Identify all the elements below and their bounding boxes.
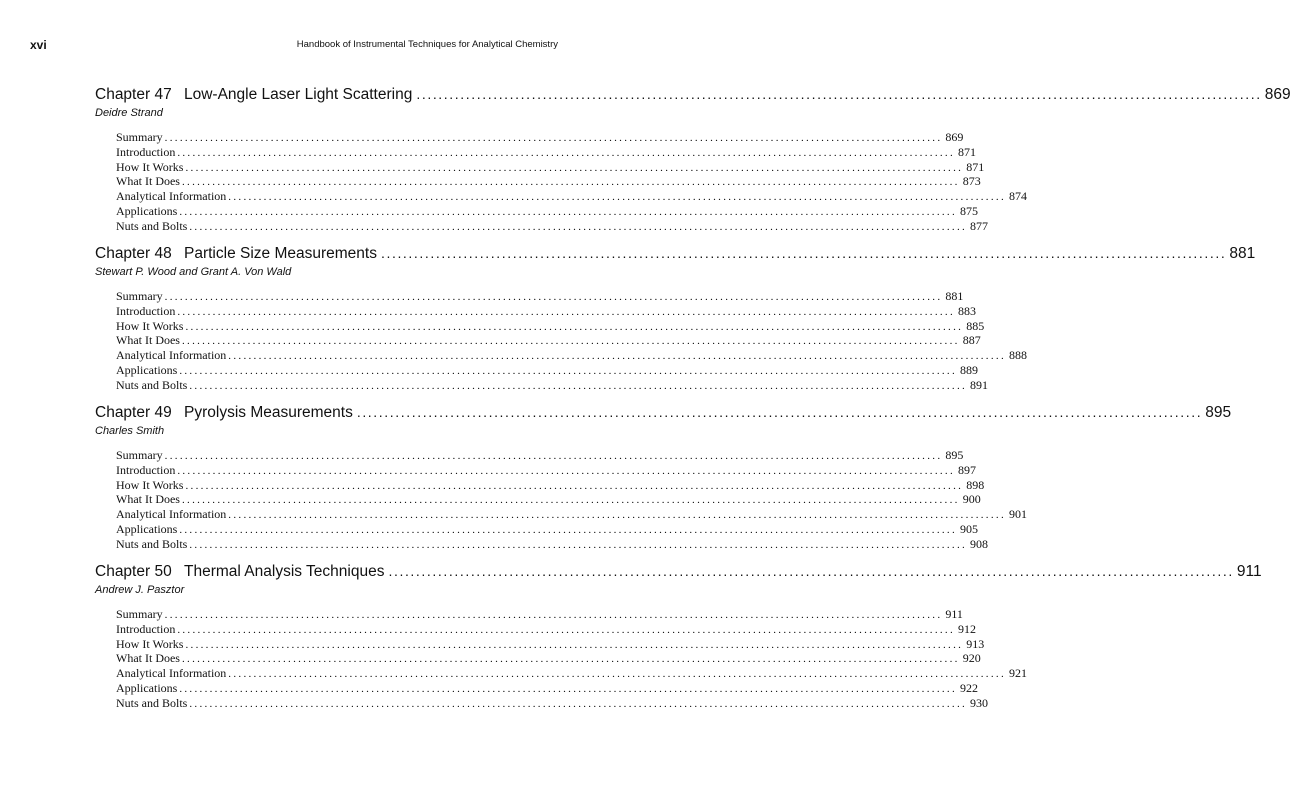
toc-entry[interactable] <box>116 362 979 378</box>
dot-leader: .......................................................................................................................................................... <box>177 623 956 636</box>
toc-entry[interactable] <box>116 636 985 652</box>
dot-leader: .......................................................................................................................................................... <box>177 305 956 318</box>
chapter-heading[interactable] <box>95 561 1262 581</box>
chapter-heading[interactable] <box>95 84 1291 104</box>
section-title: What It Does <box>116 492 180 507</box>
running-head <box>30 38 558 54</box>
dot-leader: .......................................................................................................................................................... <box>179 205 958 218</box>
toc-entry[interactable] <box>116 666 1027 681</box>
section-title: How It Works <box>116 318 184 333</box>
section-page-number: 897 <box>958 462 977 477</box>
dot-leader: .......................................................................................................................................................... <box>164 450 943 462</box>
section-title: Summary <box>116 607 163 621</box>
toc-entry[interactable] <box>116 144 977 160</box>
section-page-number: 921 <box>1009 666 1027 681</box>
section-list <box>116 607 1027 711</box>
section-page-number: 930 <box>970 695 989 710</box>
chapter-block <box>95 84 1291 243</box>
book-title: Handbook of Instrumental Techniques for Analytical Chemistry <box>296 39 558 50</box>
toc-entry[interactable] <box>116 189 1027 204</box>
dot-leader: .......................................................................................................................................................... <box>164 132 943 144</box>
chapter-block <box>95 561 1262 720</box>
section-title: How It Works <box>116 636 184 651</box>
chapter-block <box>95 402 1232 561</box>
section-page-number: 887 <box>962 333 981 348</box>
section-page-number: 895 <box>945 448 964 462</box>
dot-leader: .......................................................................................................................................................... <box>179 523 958 536</box>
toc-entry[interactable] <box>116 462 977 478</box>
chapter-title: Pyrolysis Measurements <box>184 404 353 421</box>
section-title: Summary <box>116 289 163 303</box>
toc-entry[interactable] <box>116 507 1027 522</box>
dot-leader: .......................................................................................................................................................... <box>185 161 964 174</box>
section-title: Applications <box>116 521 178 536</box>
dot-leader: .......................................................................................................................................................... <box>177 146 956 159</box>
toc-entry[interactable] <box>116 130 964 145</box>
section-title: Nuts and Bolts <box>116 377 188 392</box>
section-title: Nuts and Bolts <box>116 218 188 233</box>
section-title: Summary <box>116 448 163 462</box>
chapter-author: Charles Smith <box>95 425 165 437</box>
section-page-number: 885 <box>966 318 985 333</box>
section-title: Nuts and Bolts <box>116 536 188 551</box>
section-page-number: 901 <box>1009 507 1027 522</box>
dot-leader: .......................................................................................................................................................... <box>181 494 960 507</box>
chapter-page-number: 869 <box>1264 86 1291 103</box>
dot-leader: .......................................................................................................................................................... <box>185 479 964 492</box>
section-title: What It Does <box>116 651 180 666</box>
dot-leader: .......................................................................................................................................................... <box>189 379 968 392</box>
toc-entry[interactable] <box>116 159 985 175</box>
toc-entry[interactable] <box>116 651 981 666</box>
toc-entry[interactable] <box>116 680 979 696</box>
dot-leader: .......................................................................................................................................................... <box>228 350 1006 363</box>
section-page-number: 900 <box>962 492 981 507</box>
dot-leader: .......................................................................................................................................................... <box>189 220 968 233</box>
chapter-page-number: 911 <box>1236 563 1262 580</box>
section-title: Summary <box>116 130 163 144</box>
toc-entry[interactable] <box>116 477 985 493</box>
section-page-number: 869 <box>945 130 964 144</box>
toc-entry[interactable] <box>116 218 989 234</box>
dot-leader: .......................................................................................................................................................... <box>228 509 1006 522</box>
section-page-number: 905 <box>960 521 979 536</box>
chapter-heading[interactable] <box>95 402 1232 422</box>
section-page-number: 911 <box>945 607 963 621</box>
page-folio: xvi <box>30 38 47 52</box>
section-title: How It Works <box>116 477 184 492</box>
toc-entry[interactable] <box>116 203 979 219</box>
section-title: Applications <box>116 680 178 695</box>
chapter-title: Particle Size Measurements <box>184 245 377 262</box>
dot-leader: .......................................................................................................................................................... <box>356 404 1203 420</box>
dot-leader: .......................................................................................................................................................... <box>179 364 958 377</box>
section-page-number: 875 <box>960 203 979 218</box>
dot-leader: .......................................................................................................................................................... <box>189 538 968 551</box>
chapter-number: Chapter 50 <box>95 563 172 580</box>
chapter-title: Thermal Analysis Techniques <box>184 563 385 580</box>
chapter-author: Stewart P. Wood and Grant A. Von Wald <box>95 266 292 278</box>
dot-leader: .......................................................................................................................................................... <box>416 86 1262 102</box>
dot-leader: .......................................................................................................................................................... <box>164 609 943 621</box>
dot-leader: .......................................................................................................................................................... <box>388 563 1234 579</box>
dot-leader: .......................................................................................................................................................... <box>181 653 960 666</box>
section-title: Analytical Information <box>116 348 227 363</box>
section-page-number: 881 <box>945 289 964 303</box>
dot-leader: .......................................................................................................................................................... <box>189 697 968 710</box>
toc-entry[interactable] <box>116 377 989 393</box>
dot-leader: .......................................................................................................................................................... <box>380 245 1227 261</box>
section-page-number: 891 <box>970 377 989 392</box>
section-title: Applications <box>116 203 178 218</box>
toc-entry[interactable] <box>116 492 981 507</box>
section-title: Introduction <box>116 303 176 318</box>
section-title: Introduction <box>116 144 176 159</box>
table-of-contents <box>95 84 1291 720</box>
chapter-heading[interactable] <box>95 243 1256 263</box>
section-page-number: 888 <box>1009 348 1027 363</box>
section-page-number: 877 <box>970 218 989 233</box>
toc-entry[interactable] <box>116 333 981 348</box>
dot-leader: .......................................................................................................................................................... <box>177 464 956 477</box>
chapter-author: Deidre Strand <box>95 107 163 119</box>
section-page-number: 898 <box>966 477 985 492</box>
section-list <box>116 448 1027 552</box>
section-list <box>116 289 1027 393</box>
toc-entry[interactable] <box>116 448 964 463</box>
toc-entry[interactable] <box>116 621 977 637</box>
section-list <box>116 130 1027 234</box>
dot-leader: .......................................................................................................................................................... <box>179 682 958 695</box>
toc-entry[interactable] <box>116 318 985 334</box>
section-page-number: 908 <box>970 536 989 551</box>
section-title: How It Works <box>116 159 184 174</box>
dot-leader: .......................................................................................................................................................... <box>181 335 960 348</box>
dot-leader: .......................................................................................................................................................... <box>185 638 964 651</box>
chapter-number: Chapter 47 <box>95 86 172 103</box>
section-page-number: 912 <box>958 621 977 636</box>
chapter-author: Andrew J. Pasztor <box>95 584 185 596</box>
section-page-number: 913 <box>966 636 985 651</box>
dot-leader: .......................................................................................................................................................... <box>185 320 964 333</box>
section-page-number: 874 <box>1009 189 1027 204</box>
section-title: Analytical Information <box>116 189 227 204</box>
section-title: Analytical Information <box>116 507 227 522</box>
section-title: Analytical Information <box>116 666 227 681</box>
section-page-number: 883 <box>958 303 977 318</box>
toc-entry[interactable] <box>116 695 989 711</box>
chapter-page-number: 881 <box>1229 245 1256 262</box>
dot-leader: .......................................................................................................................................................... <box>228 668 1006 681</box>
toc-entry[interactable] <box>116 174 981 189</box>
section-title: Nuts and Bolts <box>116 695 188 710</box>
toc-entry[interactable] <box>116 536 989 552</box>
toc-entry[interactable] <box>116 303 977 319</box>
chapter-title: Low-Angle Laser Light Scattering <box>184 86 413 103</box>
section-title: What It Does <box>116 333 180 348</box>
chapter-number: Chapter 48 <box>95 245 172 262</box>
section-page-number: 873 <box>962 174 981 189</box>
section-title: Applications <box>116 362 178 377</box>
toc-entry[interactable] <box>116 289 964 304</box>
section-title: Introduction <box>116 462 176 477</box>
toc-entry[interactable] <box>116 607 963 622</box>
section-page-number: 871 <box>958 144 977 159</box>
chapter-page-number: 895 <box>1205 404 1232 421</box>
section-title: What It Does <box>116 174 180 189</box>
section-page-number: 920 <box>962 651 981 666</box>
toc-entry[interactable] <box>116 521 979 537</box>
toc-entry[interactable] <box>116 348 1027 363</box>
section-title: Introduction <box>116 621 176 636</box>
chapter-block <box>95 243 1256 402</box>
dot-leader: .......................................................................................................................................................... <box>181 176 960 189</box>
section-page-number: 871 <box>966 159 985 174</box>
chapter-number: Chapter 49 <box>95 404 172 421</box>
section-page-number: 922 <box>960 680 979 695</box>
dot-leader: .......................................................................................................................................................... <box>228 191 1006 204</box>
section-page-number: 889 <box>960 362 979 377</box>
dot-leader: .......................................................................................................................................................... <box>164 291 943 303</box>
